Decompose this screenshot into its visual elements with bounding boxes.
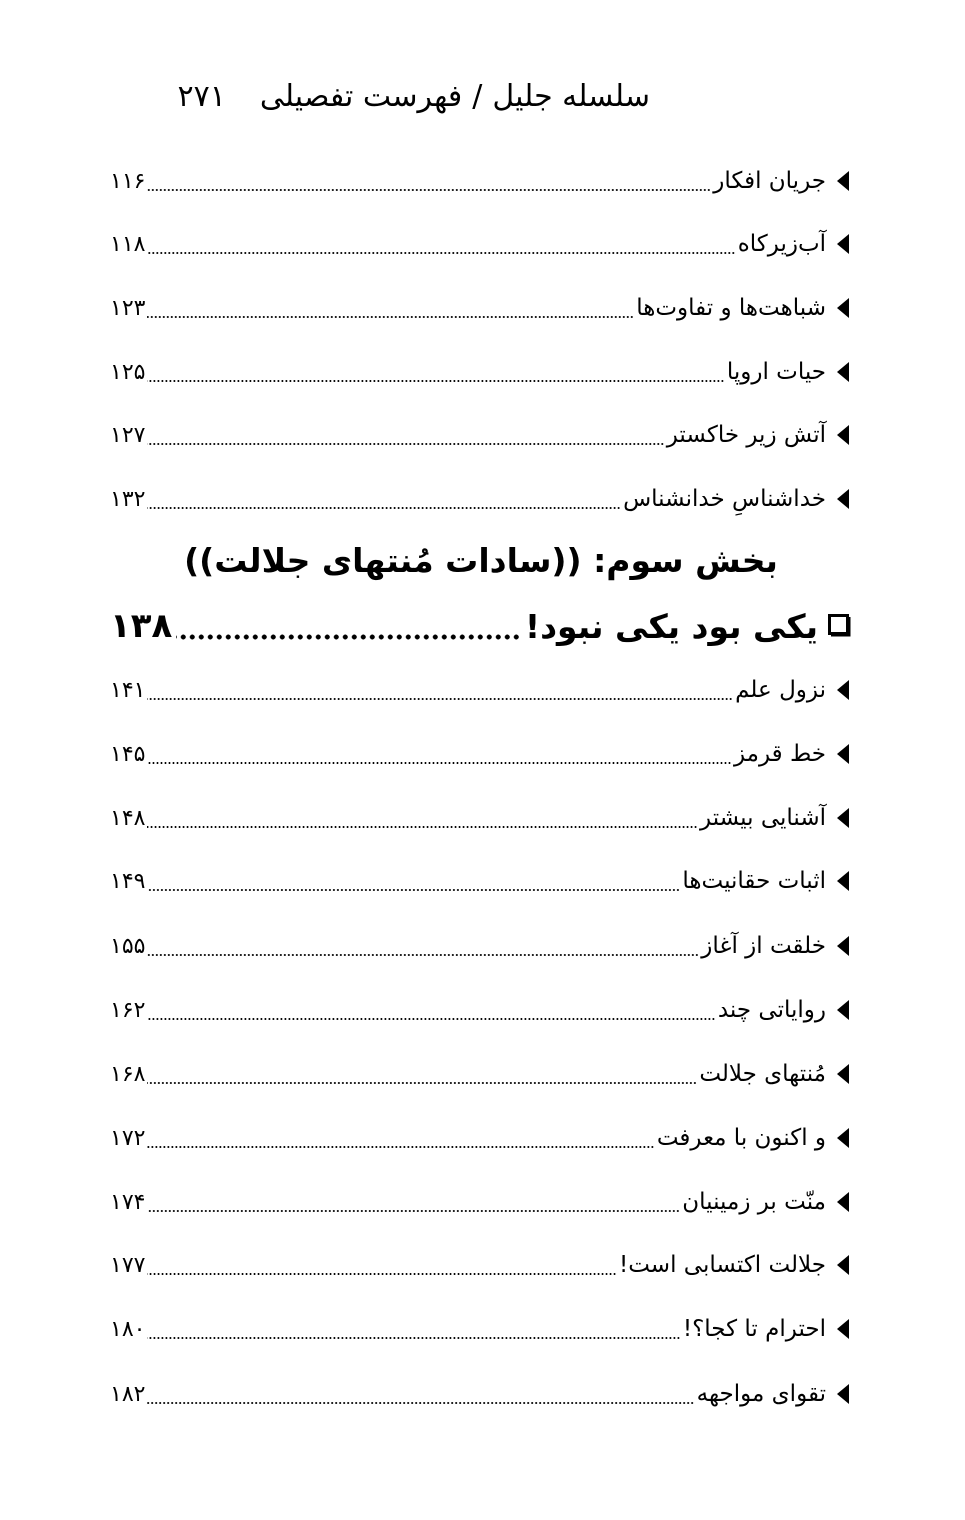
toc-entry[interactable] (110, 1372, 852, 1416)
toc-entry-title: نزول علم (735, 677, 826, 703)
toc-entry-title: روایاتی چند (717, 997, 826, 1023)
toc-entry-page: ۱۲۳ (110, 295, 146, 321)
shadowed-square-icon (828, 614, 852, 638)
toc-entry[interactable] (110, 1052, 852, 1096)
triangle-pointer-icon (834, 678, 852, 702)
toc-entry-title: آشنایی بیشتر (700, 805, 826, 831)
toc-entry[interactable] (110, 796, 852, 840)
toc-entry-title: آتش زیر خاکستر (666, 422, 826, 448)
toc-entry-page: ۱۴۵ (110, 741, 146, 767)
toc-entry-page: ۱۲۵ (110, 359, 146, 385)
triangle-pointer-icon (834, 998, 852, 1022)
toc-entry-title: مُنتهای جلالت (699, 1061, 826, 1087)
toc-entry-title: حیات اروپا (726, 359, 826, 385)
toc-entry-page: ۱۷۲ (110, 1125, 146, 1151)
toc-entry-page: ۱۵۵ (110, 933, 146, 959)
toc-entry-title: و اکنون با معرفت (656, 1125, 826, 1151)
toc-entry-title: جریان افکار (713, 168, 826, 194)
toc-entry[interactable] (110, 222, 852, 266)
toc-entry[interactable] (110, 988, 852, 1032)
toc-entry-page: ۱۷۷ (110, 1252, 146, 1278)
triangle-pointer-icon (834, 487, 852, 511)
toc-entry-title: خداشناسِ خدانشناس (623, 486, 826, 512)
toc-entry[interactable] (110, 286, 852, 330)
toc-entry-page: ۱۷۴ (110, 1189, 146, 1215)
running-header (110, 72, 650, 122)
dot-leader (147, 1018, 715, 1020)
triangle-pointer-icon (834, 423, 852, 447)
toc-entry[interactable] (110, 924, 852, 968)
toc-entry-page: ۱۳۲ (110, 486, 146, 512)
toc-entry-page: ۱۱۸ (110, 231, 146, 257)
dot-leader (147, 443, 664, 445)
part-heading: بخش سوم: ((سادات مُنتهای جلالت)) (184, 541, 778, 580)
toc-entry[interactable] (110, 477, 852, 521)
toc-entry-title: خط قرمز (733, 741, 826, 767)
triangle-pointer-icon (834, 296, 852, 320)
chapter-title: یکی بود یکی نبود! (525, 606, 818, 646)
toc-entry[interactable] (110, 1243, 852, 1287)
dot-leader (147, 252, 735, 254)
dot-leader (147, 189, 711, 191)
triangle-pointer-icon (834, 1126, 852, 1150)
toc-entry-page: ۱۶۲ (110, 997, 146, 1023)
triangle-pointer-icon (834, 1062, 852, 1086)
book-title: سلسله جلیل (492, 79, 650, 114)
dot-leader (147, 507, 621, 509)
dot-leader (147, 316, 634, 318)
dot-leader (147, 826, 698, 828)
toc-entry-title: آب‌زیرکاه (737, 231, 826, 257)
dot-leader (147, 1210, 680, 1212)
dot-leader (147, 1337, 680, 1339)
triangle-pointer-icon (834, 806, 852, 830)
chapter-entry[interactable] (110, 596, 852, 656)
dot-leader (147, 954, 699, 956)
dot-leader (147, 1402, 694, 1404)
dot-leader (147, 1146, 654, 1148)
dot-leader (176, 634, 521, 640)
triangle-pointer-icon (834, 869, 852, 893)
dot-leader (147, 889, 680, 891)
triangle-pointer-icon (834, 1317, 852, 1341)
dot-leader (147, 1082, 697, 1084)
triangle-pointer-icon (834, 1382, 852, 1406)
toc-entry-title: اثبات حقانیت‌ها (682, 868, 826, 894)
toc-entry-page: ۱۴۹ (110, 868, 146, 894)
triangle-pointer-icon (834, 742, 852, 766)
triangle-pointer-icon (834, 232, 852, 256)
toc-entry-title: جلالت اکتسابی است! (619, 1252, 826, 1278)
toc-entry[interactable] (110, 1180, 852, 1224)
toc-entry-title: خلقت از آغاز (701, 933, 826, 959)
triangle-pointer-icon (834, 1253, 852, 1277)
dot-leader (147, 1273, 617, 1275)
toc-entry-title: احترام تا کجا؟! (682, 1316, 826, 1342)
triangle-pointer-icon (834, 360, 852, 384)
triangle-pointer-icon (834, 934, 852, 958)
toc-entry[interactable] (110, 668, 852, 712)
dot-leader (147, 698, 733, 700)
triangle-pointer-icon (834, 1190, 852, 1214)
toc-entry-page: ۱۶۸ (110, 1061, 146, 1087)
chapter-page: ۱۳۸ (110, 606, 173, 646)
toc-entry[interactable] (110, 732, 852, 776)
toc-entry-page: ۱۴۸ (110, 805, 146, 831)
dot-leader (147, 762, 731, 764)
toc-entry-page: ۱۴۱ (110, 677, 146, 703)
toc-entry-page: ۱۸۰ (110, 1316, 146, 1342)
toc-entry-title: تقوای مواجهه (696, 1381, 826, 1407)
toc-entry-title: منّت بر زمینیان (682, 1189, 826, 1215)
section-title: فهرست تفصیلی (259, 79, 463, 114)
toc-entry[interactable] (110, 1307, 852, 1351)
toc-entry[interactable] (110, 350, 852, 394)
toc-entry[interactable] (110, 1116, 852, 1160)
toc-entry[interactable] (110, 159, 852, 203)
triangle-pointer-icon (834, 169, 852, 193)
toc-entry-page: ۱۸۲ (110, 1381, 146, 1407)
toc-entry[interactable] (110, 859, 852, 903)
toc-entry-page: ۱۲۷ (110, 422, 146, 448)
toc-entry-title: شباهت‌ها و تفاوت‌ها (636, 295, 826, 321)
dot-leader (147, 380, 724, 382)
toc-entry-page: ۱۱۶ (110, 168, 146, 194)
header-separator: / (472, 79, 483, 114)
page-number: ۲۷۱ (177, 79, 226, 114)
toc-entry[interactable] (110, 413, 852, 457)
